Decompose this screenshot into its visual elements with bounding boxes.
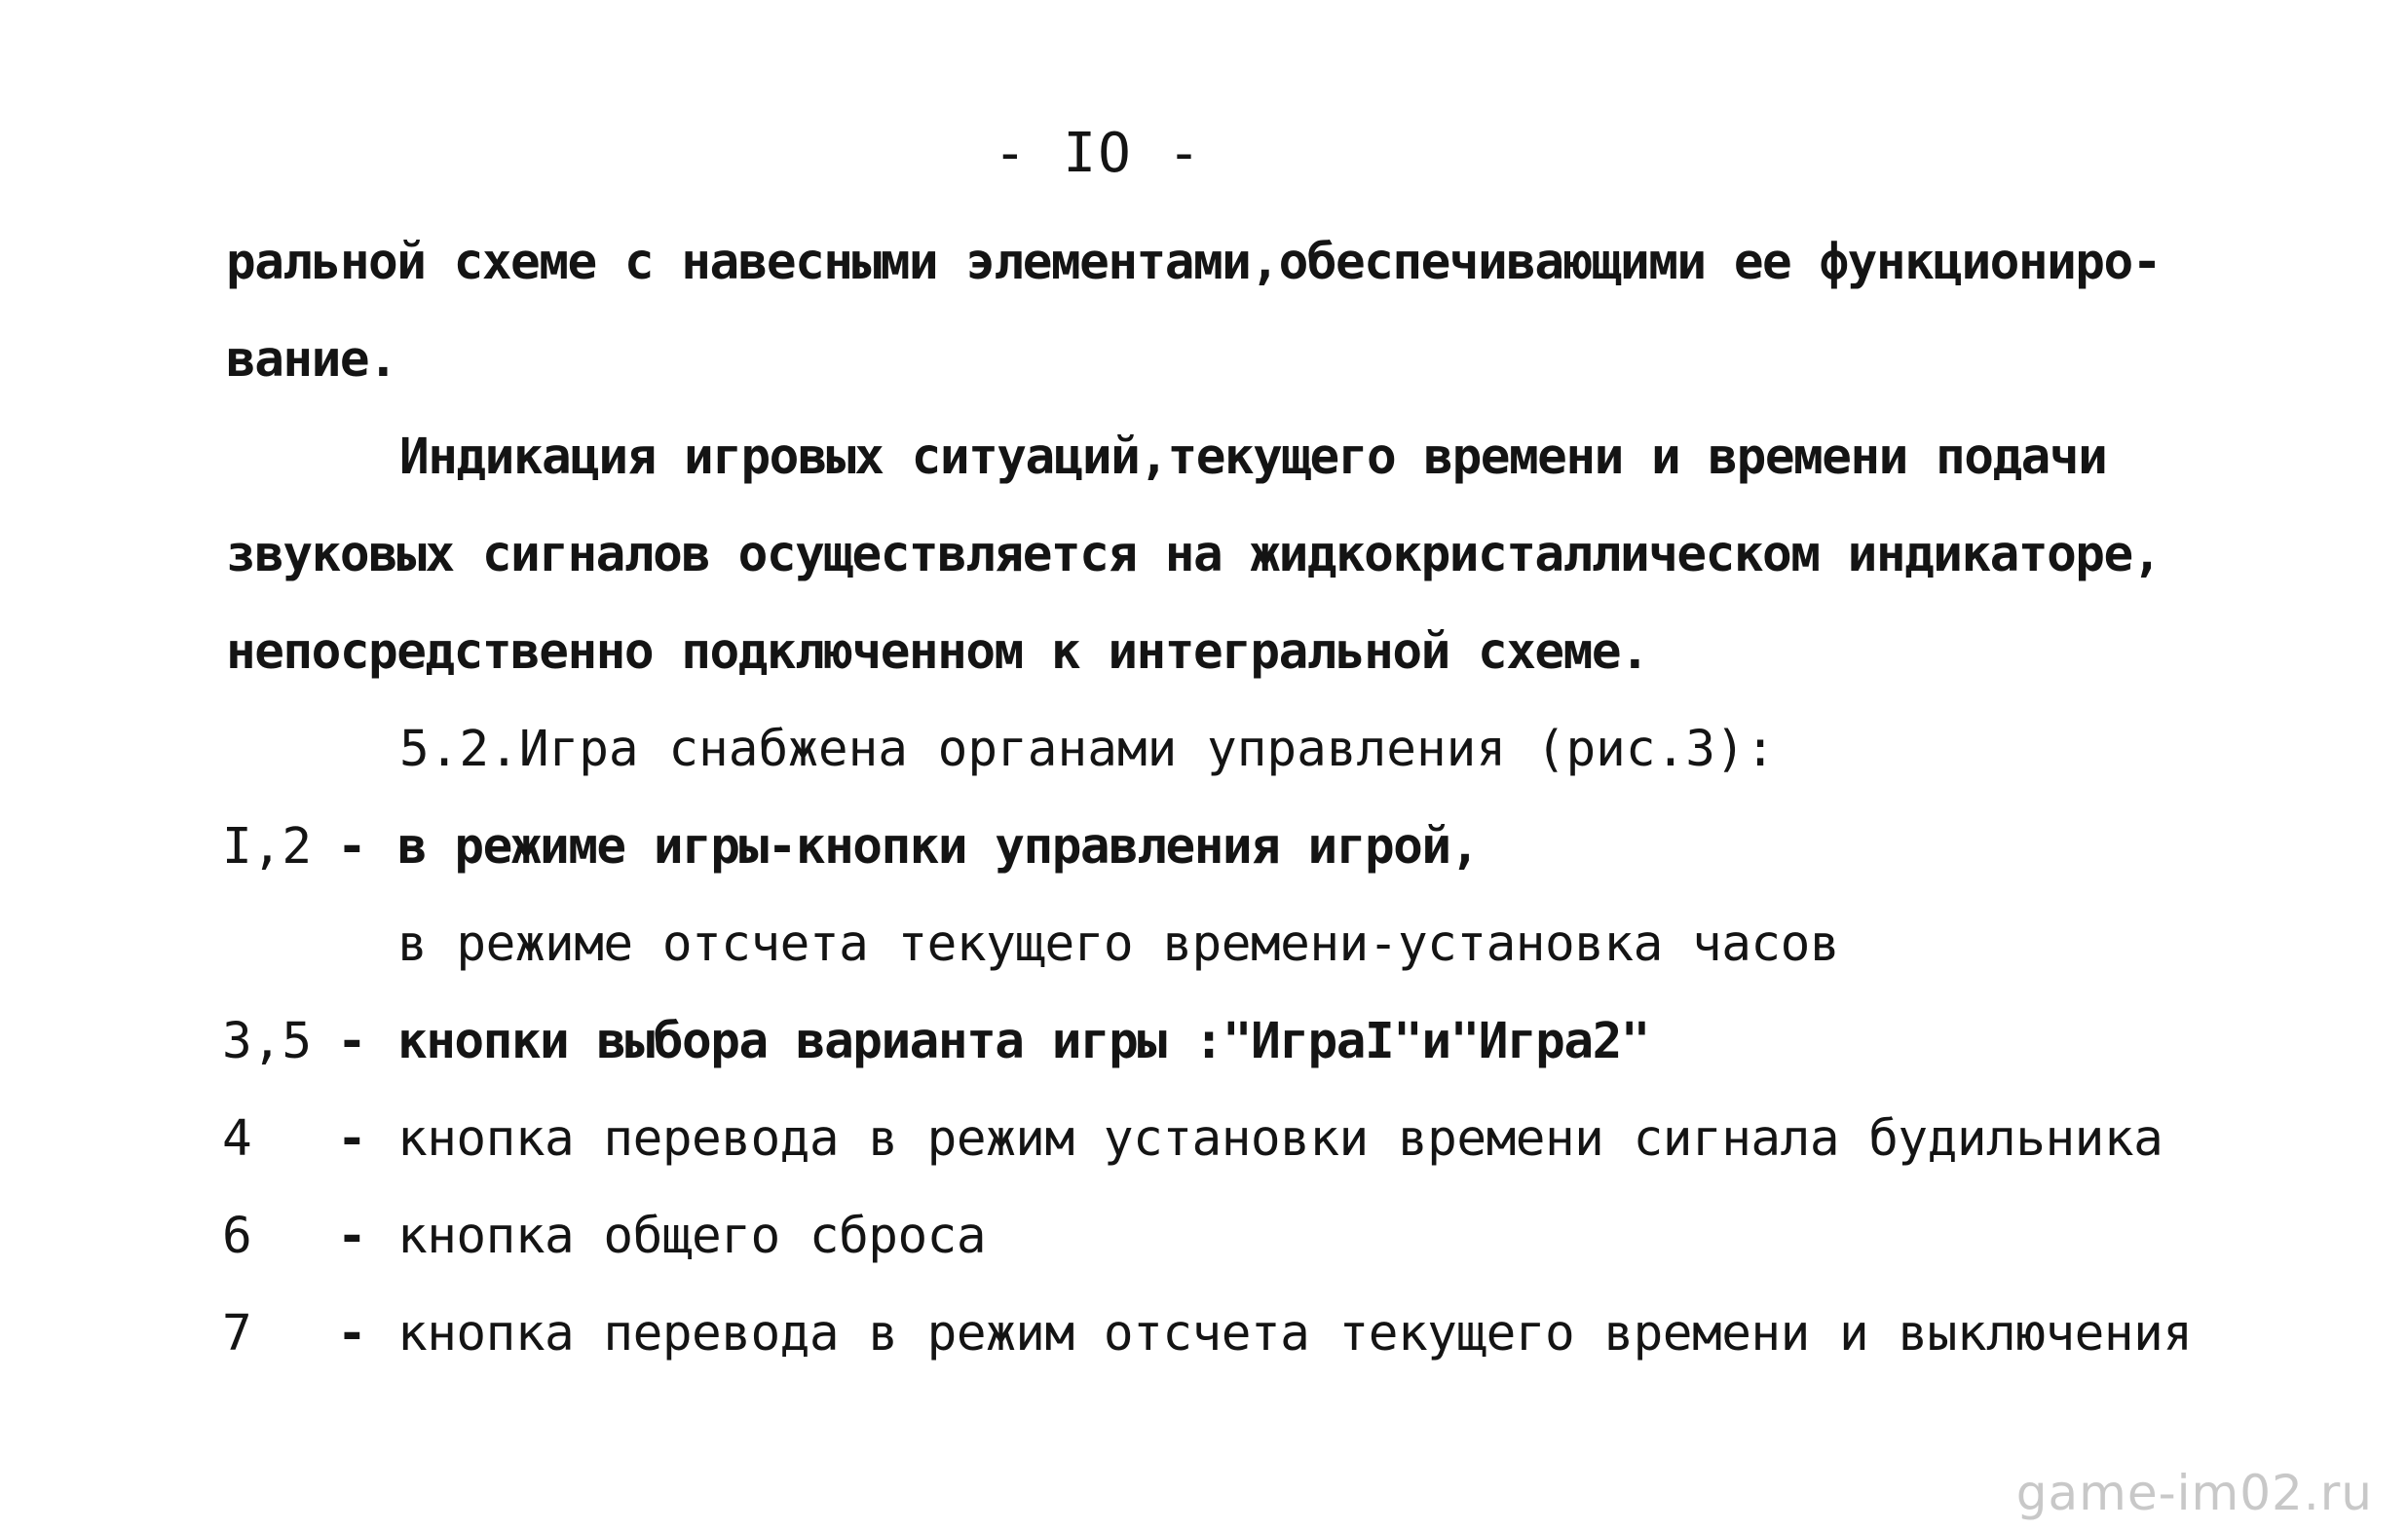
list-item-text: кнопка перевода в режим отсчета текущего времени и выключения — [397, 1305, 2193, 1363]
list-item-dash: - — [337, 1013, 367, 1070]
page-number: - IO - — [994, 122, 1203, 185]
list-item-text: кнопки выбора варианта игры :"ИграI"и"Игра2" — [397, 1013, 1650, 1070]
list-item-number: 4 — [222, 1110, 252, 1168]
list-item-number: 3,5 — [222, 1013, 313, 1070]
list-item-dash: - — [337, 1208, 367, 1265]
list-item-dash: - — [337, 1305, 367, 1363]
section-heading: 5.2.Игра снабжена органами управления (рис.3): — [399, 721, 1776, 778]
list-item-text: в режиме отсчета текущего времени-установка часов — [397, 915, 1840, 973]
list-item-text: кнопка перевода в режим установки времени сигнала будильника — [397, 1110, 2163, 1168]
list-item-text: в режиме игры-кнопки управления игрой, — [397, 818, 1479, 876]
paragraph1-line2: вание. — [226, 331, 397, 389]
list-item-dash: - — [337, 818, 367, 876]
watermark: game-im02.ru — [2015, 1465, 2373, 1521]
paragraph2-line2: звуковых сигналов осуществляется на жидкокристаллическом индикаторе, — [226, 526, 2161, 583]
list-item-number: I,2 — [222, 818, 313, 876]
list-item-number: 7 — [222, 1305, 252, 1363]
list-item-number: 6 — [222, 1208, 252, 1265]
paragraph2-line3: непосредственно подключенном к интегральной схеме. — [226, 623, 1649, 681]
paragraph2-line1: Индикация игровых ситуаций,текущего времени и времени подачи — [399, 429, 2107, 486]
list-item-text: кнопка общего сброса — [397, 1208, 987, 1265]
paragraph1-line1: ральной схеме с навесными элементами,обеспечивающими ее функциониро- — [226, 234, 2161, 291]
list-item-dash: - — [337, 1110, 367, 1168]
